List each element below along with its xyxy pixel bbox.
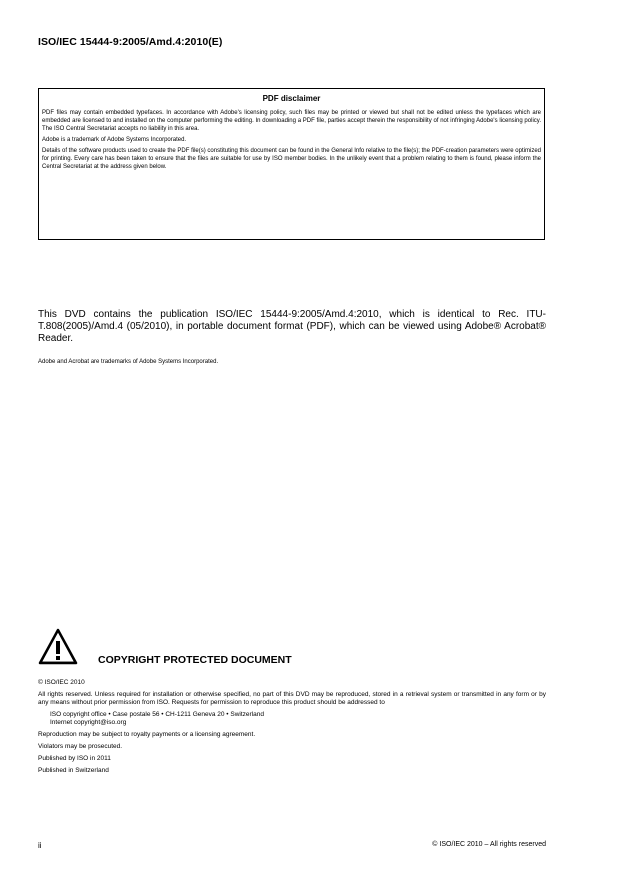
copyright-title: COPYRIGHT PROTECTED DOCUMENT — [98, 654, 292, 666]
page-number: ii — [38, 841, 42, 850]
disclaimer-paragraph: Adobe is a trademark of Adobe Systems Incorporated. — [42, 137, 187, 143]
reproduction-note: Reproduction may be subject to royalty payments or a licensing agreement. — [38, 731, 256, 738]
disclaimer-title: PDF disclaimer — [262, 94, 321, 103]
trademark-note: Adobe and Acrobat are trademarks of Adobe Systems Incorporated. — [38, 359, 219, 365]
copyright-year: © ISO/IEC 2010 — [38, 679, 85, 686]
disclaimer-paragraph: Details of the software products used to create the PDF file(s) constituting this document can be found in the General Info relative to the file(s); the PDF-creation parameters were optimized for printing. Every care has been taken to ensure that the files are suitable for use by ISO member bodies. In the unlikely event that a problem relating to them is found, please inform the Central Secretariat at the address given below. — [42, 148, 541, 170]
warning-triangle-icon — [38, 628, 78, 666]
footer-copyright: © ISO/IEC 2010 – All rights reserved — [432, 841, 546, 848]
rights-statement: All rights reserved. Unless required for installation or otherwise specified, no part of this DVD may be reproduced, stored in a retrieval system or transmitted in any form or by any means without prior permission from ISO. Requests for permission to reproduce this product should be addressed to — [38, 691, 546, 706]
intro-paragraph: This DVD contains the publication ISO/IEC 15444-9:2005/Amd.4:2010, which is identical to Rec. ITU-T.808(2005)/Amd.4 (05/2010), in portable document format (PDF), which can be viewed using Adobe® Acrobat® Reader. — [38, 309, 546, 344]
email-line: Internet copyright@iso.org — [50, 719, 127, 726]
pdf-disclaimer-box — [38, 88, 545, 240]
disclaimer-paragraph: PDF files may contain embedded typefaces. In accordance with Adobe's licensing policy, such files may be printed or viewed but shall not be edited unless the typefaces which are embedded are licensed to and installed on the computer performing the editing. In downloading a PDF file, parties accept therein the responsibility of not infringing Adobe's licensing policy. The ISO Central Secretariat accepts no liability in this area. — [42, 110, 541, 132]
published-in: Published in Switzerland — [38, 767, 109, 774]
contact-address — [38, 711, 546, 727]
published-by: Published by ISO in 2011 — [38, 755, 111, 762]
address-line: ISO copyright office • Case postale 56 • CH-1211 Geneva 20 • Switzerland — [50, 711, 264, 718]
copyright-block — [38, 679, 546, 779]
violators-note: Violators may be prosecuted. — [38, 743, 123, 750]
document-id: ISO/IEC 15444-9:2005/Amd.4:2010(E) — [38, 36, 223, 48]
